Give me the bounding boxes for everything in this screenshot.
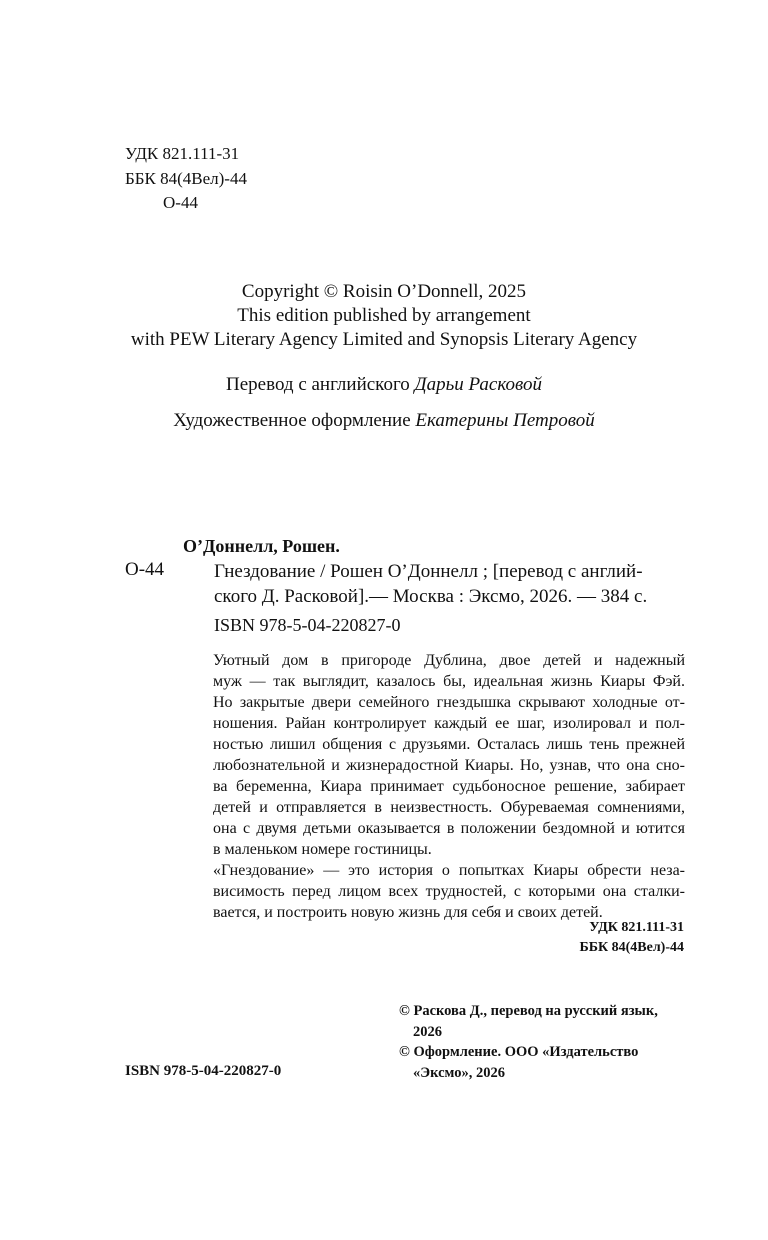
design-prefix: Художественное оформление	[173, 410, 416, 431]
bib-author-sign: О-44	[125, 559, 165, 580]
annotation-line: «Гнездование» — это история о попытках Киары обрести неза-	[213, 862, 685, 879]
annotation-paragraph-2	[213, 860, 685, 923]
designer-name: Екатерины Петровой	[415, 410, 595, 431]
bib-line-1: Гнездование / Рошен О’Доннелл ; [перевод с англий-	[214, 561, 643, 582]
udk-block	[125, 142, 247, 216]
isbn-bottom: ISBN 978-5-04-220827-0	[125, 1063, 282, 1079]
translation-copyright-year: 2026	[413, 1023, 442, 1040]
copyright-bottom	[399, 1001, 658, 1083]
annotation-line: в маленьком номере гостиницы.	[213, 841, 432, 858]
udk-code: УДК 821.111-31	[125, 144, 240, 163]
annotation-line: она с двумя детьми оказывается в положении бездомной и ютится	[213, 820, 685, 837]
annotation-line: ношения. Райан контролирует каждый ее шаг, изолировал и пол-	[213, 715, 685, 732]
annotation-line: ва беременна, Киара принимает судьбоносное решение, забирает	[213, 778, 685, 795]
annotation-line: вается, и построить новую жизнь для себя и своих детей.	[213, 904, 603, 921]
udk-block-right	[579, 918, 684, 958]
annotation-line: любознательной и жизнерадостной Киары. Но, узнав, что она сно-	[213, 757, 685, 774]
annotation-line: ностью лишил общения с друзьями. Осталась лишь тень прежней	[213, 736, 685, 753]
annotation-line: детей и отправляется в неизвестность. Обуреваемая сомнениями,	[213, 799, 685, 816]
annotation-line: муж — так выглядит, казалось бы, идеальная жизнь Киары Фэй.	[213, 673, 685, 690]
translator-name: Дарьи Расковой	[414, 374, 542, 395]
copyright-line-2: This edition published by arrangement	[237, 305, 531, 326]
bbk-code: ББК 84(4Вел)-44	[125, 168, 247, 188]
annotation-line: висимость перед лицом всех трудностей, с которыми она сталки-	[213, 883, 685, 900]
bibliographic-description	[214, 559, 647, 609]
author-sign: О-44	[163, 193, 198, 212]
translation-prefix: Перевод с английского	[226, 374, 415, 395]
annotation	[213, 650, 685, 923]
bbk-code-right: ББК 84(4Вел)-44	[579, 940, 684, 955]
annotation-paragraph-1	[213, 650, 685, 860]
copyright-line-3: with PEW Literary Agency Limited and Synopsis Literary Agency	[130, 329, 638, 350]
annotation-line: Но закрытые двери семейного гнездышка скрывают холодные от-	[213, 694, 685, 711]
design-copyright-publisher: «Эксмо», 2026	[413, 1064, 505, 1081]
bib-line-2: ского Д. Расковой].— Москва : Эксмо, 2026. — 384 с.	[214, 586, 648, 607]
author-heading: О’Доннелл, Рошен.	[183, 536, 340, 556]
copyright-notice	[0, 280, 768, 352]
design-copyright-line: © Оформление. ООО «Издательство	[399, 1044, 639, 1060]
bib-isbn: ISBN 978-5-04-220827-0	[214, 615, 401, 635]
design-credit	[0, 410, 768, 432]
translator-credit	[0, 374, 768, 396]
translation-copyright-line: © Раскова Д., перевод на русский язык,	[399, 1003, 658, 1019]
annotation-line: Уютный дом в пригороде Дублина, двое детей и надежный	[213, 652, 685, 669]
copyright-line-1: Copyright © Roisin O’Donnell, 2025	[241, 281, 527, 302]
udk-code-right: УДК 821.111-31	[589, 920, 684, 935]
